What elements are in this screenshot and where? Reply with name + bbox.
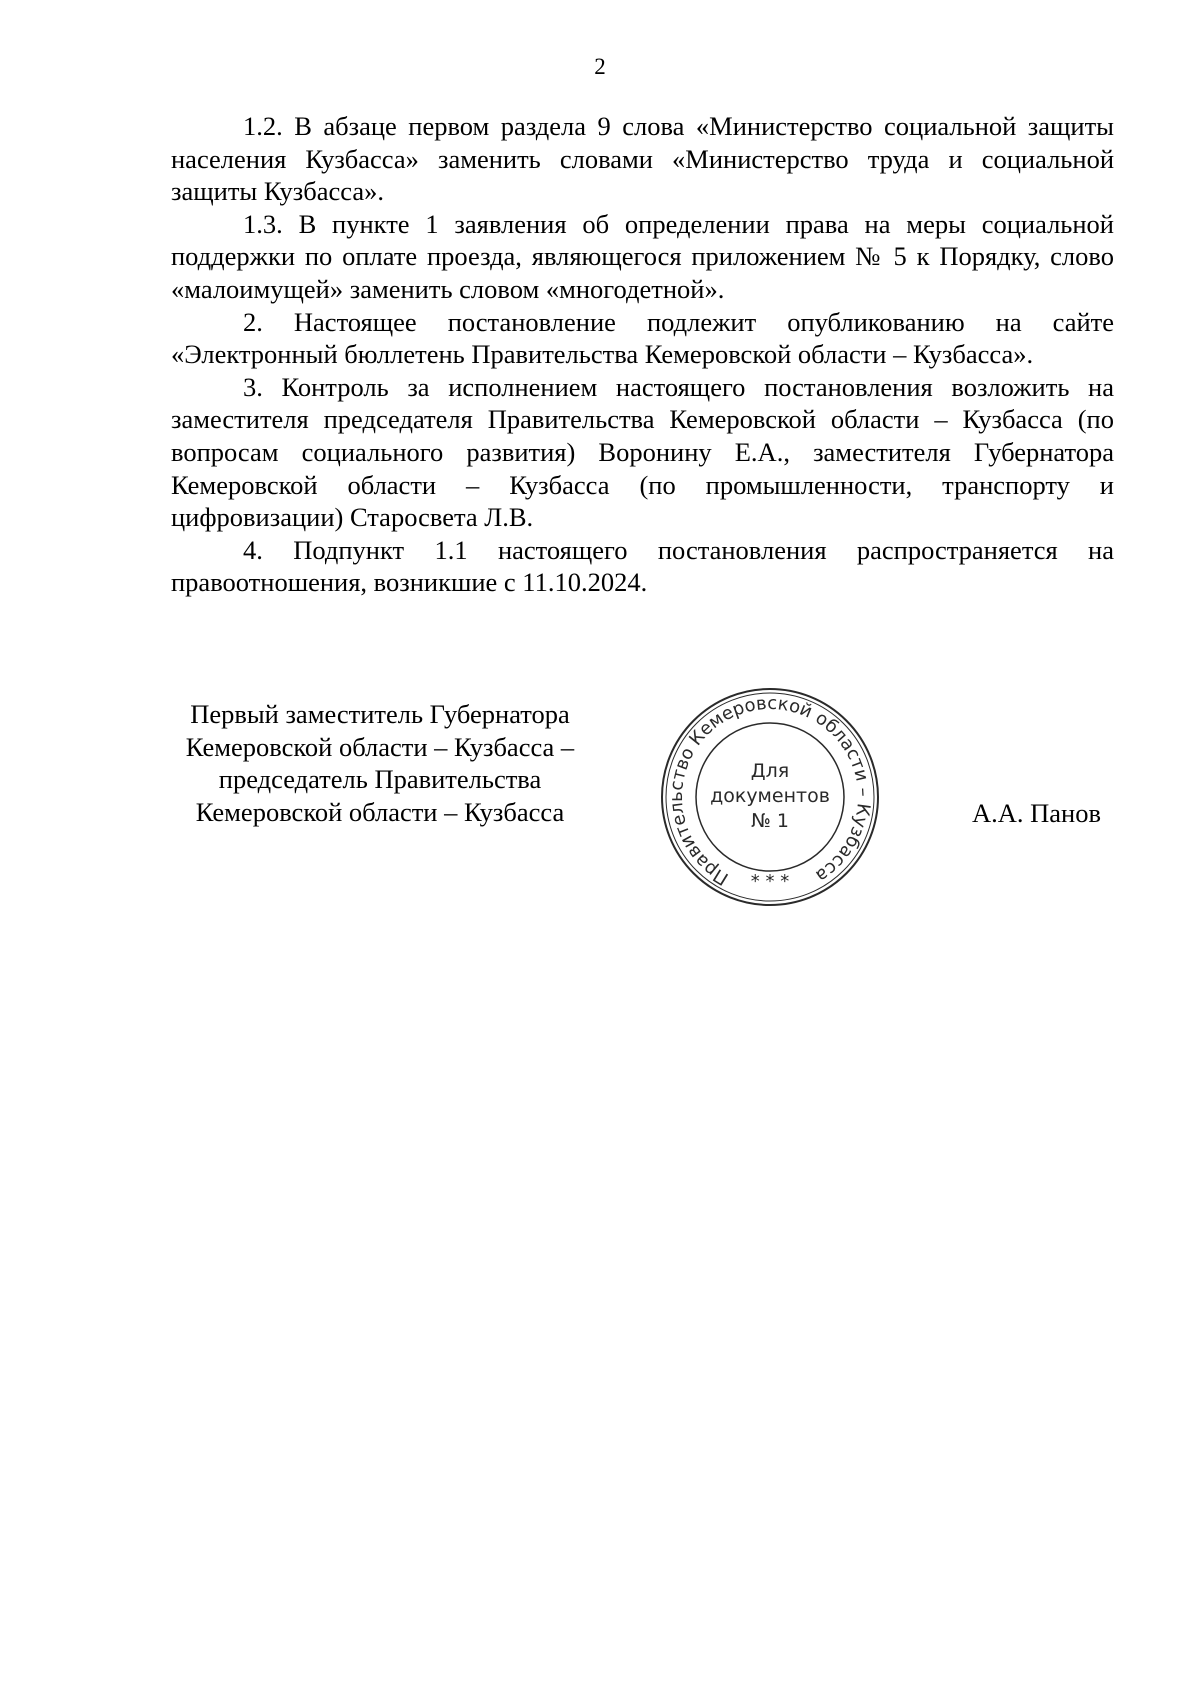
stamp-stars: * * * xyxy=(750,871,790,892)
signer-title-line: председатель Правительства xyxy=(218,764,542,795)
signer-name: А.А. Панов xyxy=(972,798,1101,828)
signer-title-line: Первый заместитель Губернатора xyxy=(190,699,570,729)
stamp-center-line: № 1 xyxy=(751,810,789,832)
official-stamp xyxy=(659,686,881,908)
document-body xyxy=(171,110,1114,599)
stamp-ring-text: Правительство Кемеровской области – Кузбасса xyxy=(665,692,875,890)
paragraph-3: 3. Контроль за исполнением настоящего постановления возложить на заместителя председателя Правительства Кемеровской области – Кузбасса (по вопросам социального развития) Воронину Е.А., заместителя Губернатора Кемеровской области – Кузбасса (по промышленности, транспорту и цифровизации) Старосвета Л.В. xyxy=(171,371,1114,533)
page-number: 2 xyxy=(594,54,606,79)
signer-title xyxy=(160,698,600,828)
paragraph-1-2: 1.2. В абзаце первом раздела 9 слова «Министерство социальной защиты населения Кузбасса» заменить словами «Министерство труда и социальной защиты Кузбасса». xyxy=(171,111,1114,207)
stamp-center-line: Для xyxy=(750,760,790,782)
signer-title-line: Кемеровской области – Кузбасса xyxy=(195,796,565,827)
paragraph-1-3: 1.3. В пункте 1 заявления об определении права на меры социальной поддержки по оплате проезда, являющегося приложением № 5 к Порядку, слово «малоимущей» заменить словом «многодетной». xyxy=(171,208,1114,304)
stamp-center-line: документов xyxy=(710,785,830,807)
stamp-seal-icon xyxy=(659,686,881,908)
paragraph-2: 2. Настоящее постановление подлежит опубликованию на сайте «Электронный бюллетень Правительства Кемеровской области – Кузбасса». xyxy=(171,306,1114,370)
paragraph-4: 4. Подпункт 1.1 настоящего постановления распространяется на правоотношения, возникшие с 11.10.2024. xyxy=(171,534,1114,598)
signer-title-line: Кемеровской области – Кузбасса – xyxy=(185,731,575,762)
